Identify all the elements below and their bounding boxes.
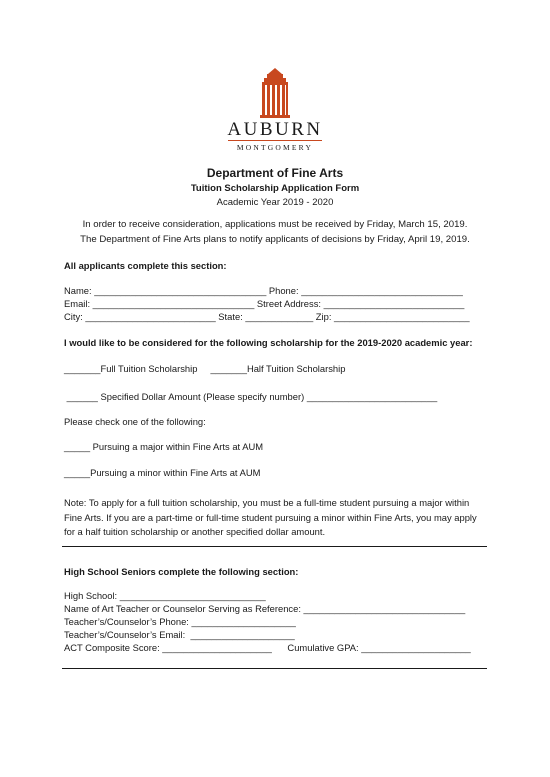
reference-email-field[interactable]: Teacher’s/Counselor’s Email: ____________________ [64, 629, 295, 640]
bottom-divider [62, 668, 487, 669]
section2-heading: High School Seniors complete the following section: [64, 566, 299, 577]
brand-divider [228, 140, 322, 141]
specified-amount-option[interactable]: ______ Specified Dollar Amount (Please specify number) _________________________ [64, 391, 438, 402]
intro-notification: The Department of Fine Arts plans to notify applicants of decisions by Friday, April 19, 2019. [80, 234, 470, 245]
minor-option[interactable]: _____Pursuing a minor within Fine Arts at AUM [64, 467, 261, 478]
department-title: Department of Fine Arts [206, 166, 344, 180]
scholarship-note: Note: To apply for a full tuition scholarship, you must be a full-time student pursuing a major within Fine Arts. If you are a part-time or full-time student pursuing a minor within Fine Arts, you may apply for a half tuition scholarship or another specified dollar amount. [64, 497, 477, 537]
brand-name: AUBURN [227, 119, 323, 140]
brand-subname: MONTGOMERY [236, 143, 314, 152]
email-address-field[interactable]: Email: _______________________________ Street Address: ___________________________ [64, 298, 465, 309]
intro-deadline: In order to receive consideration, applications must be received by Friday, March 15, 2019. [82, 219, 468, 230]
full-half-scholarship-option[interactable]: _______Full Tuition Scholarship _______Half Tuition Scholarship [64, 363, 346, 374]
academic-year: Academic Year 2019 - 2020 [216, 197, 334, 208]
reference-name-field[interactable]: Name of Art Teacher or Counselor Serving as Reference: _______________________________ [64, 603, 466, 614]
scholarship-heading: I would like to be considered for the following scholarship for the 2019-2020 academic year: [64, 337, 473, 348]
high-school-field[interactable]: High School: ____________________________ [64, 590, 266, 601]
tower-icon [255, 68, 295, 118]
name-phone-field[interactable]: Name: _________________________________ Phone: _______________________________ [64, 285, 463, 296]
city-state-zip-field[interactable]: City: _________________________ State: _____________ Zip: __________________________ [64, 311, 470, 322]
auburn-montgomery-logo [225, 68, 325, 118]
section-divider [62, 546, 487, 547]
check-prompt: Please check one of the following: [64, 416, 206, 427]
form-title: Tuition Scholarship Application Form [190, 183, 360, 194]
major-option[interactable]: _____ Pursuing a major within Fine Arts at AUM [64, 441, 264, 452]
section1-heading: All applicants complete this section: [64, 260, 227, 271]
reference-phone-field[interactable]: Teacher’s/Counselor’s Phone: ____________________ [64, 616, 296, 627]
act-gpa-field[interactable]: ACT Composite Score: _____________________ Cumulative GPA: _____________________ [64, 642, 471, 653]
